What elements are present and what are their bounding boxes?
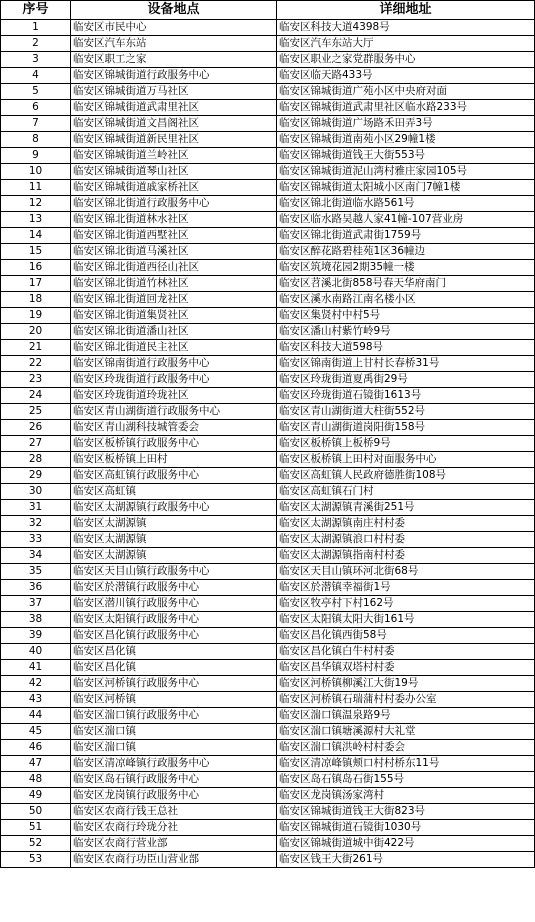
- row-device-location-cell: 临安区锦北街道潘山社区: [71, 324, 277, 340]
- row-index-cell: 35: [1, 564, 71, 580]
- row-detail-address-cell: 临安区潘山村紫竹岭9号: [277, 324, 535, 340]
- row-device-location-cell: 临安区锦城街道文昌阁社区: [71, 116, 277, 132]
- row-device-location-cell: 临安区湍口镇: [71, 724, 277, 740]
- row-detail-address-cell: 临安区锦城街道钱王大街553号: [277, 148, 535, 164]
- row-index-cell: 50: [1, 804, 71, 820]
- row-index-cell: 23: [1, 372, 71, 388]
- row-index-cell: 49: [1, 788, 71, 804]
- table-row: [1, 772, 535, 788]
- row-detail-address-cell: 临安区科技大道598号: [277, 340, 535, 356]
- row-detail-address-cell: 临安区板桥镇上田村对面服务中心: [277, 452, 535, 468]
- row-index-cell: 51: [1, 820, 71, 836]
- row-device-location-cell: 临安区农商行营业部: [71, 836, 277, 852]
- table-row: [1, 852, 535, 868]
- table-row: [1, 676, 535, 692]
- row-index-cell: 19: [1, 308, 71, 324]
- row-detail-address-cell: 临安区天目山镇环河北街68号: [277, 564, 535, 580]
- row-device-location-cell: 临安区岛石镇行政服务中心: [71, 772, 277, 788]
- row-detail-address-cell: 临安区锦城街道广苑小区中央府对面: [277, 84, 535, 100]
- row-device-location-cell: 临安区湍口镇: [71, 740, 277, 756]
- table-row: [1, 756, 535, 772]
- row-detail-address-cell: 临安区集贤村中村5号: [277, 308, 535, 324]
- row-detail-address-cell: 临安区昌华镇双塔村村委: [277, 660, 535, 676]
- row-index-cell: 15: [1, 244, 71, 260]
- row-index-cell: 48: [1, 772, 71, 788]
- row-detail-address-cell: 临安区锦城街道石镜街1030号: [277, 820, 535, 836]
- row-device-location-cell: 临安区锦北街道回龙社区: [71, 292, 277, 308]
- row-detail-address-cell: 临安区锦北街道临水路561号: [277, 196, 535, 212]
- row-detail-address-cell: 临安区筑境花园2期35幢一楼: [277, 260, 535, 276]
- row-index-cell: 30: [1, 484, 71, 500]
- row-index-cell: 21: [1, 340, 71, 356]
- row-detail-address-cell: 临安区玲珑街道石镜街1613号: [277, 388, 535, 404]
- row-index-cell: 38: [1, 612, 71, 628]
- row-device-location-cell: 临安区太湖源镇: [71, 548, 277, 564]
- table-row: [1, 356, 535, 372]
- row-detail-address-cell: 临安区汽车东站大厅: [277, 36, 535, 52]
- row-device-location-cell: 临安区锦北街道西径山社区: [71, 260, 277, 276]
- row-device-location-cell: 临安区太湖源镇: [71, 516, 277, 532]
- row-index-cell: 13: [1, 212, 71, 228]
- row-device-location-cell: 临安区太湖源镇: [71, 532, 277, 548]
- table-row: [1, 420, 535, 436]
- row-device-location-cell: 临安区潜川镇行政服务中心: [71, 596, 277, 612]
- row-index-cell: 14: [1, 228, 71, 244]
- row-detail-address-cell: 临安区临天路433号: [277, 68, 535, 84]
- table-row: [1, 452, 535, 468]
- table-row: [1, 20, 535, 36]
- row-device-location-cell: 临安区锦城街道琴山社区: [71, 164, 277, 180]
- table-row: [1, 36, 535, 52]
- table-row: [1, 532, 535, 548]
- row-index-cell: 45: [1, 724, 71, 740]
- row-index-cell: 44: [1, 708, 71, 724]
- table-row: [1, 436, 535, 452]
- row-index-cell: 32: [1, 516, 71, 532]
- row-detail-address-cell: 临安区锦南街道上甘村长春桥31号: [277, 356, 535, 372]
- table-row: [1, 596, 535, 612]
- table-row: [1, 516, 535, 532]
- table-row: [1, 196, 535, 212]
- row-detail-address-cell: 临安区湍口镇洪岭村村委会: [277, 740, 535, 756]
- row-index-cell: 12: [1, 196, 71, 212]
- row-index-cell: 29: [1, 468, 71, 484]
- row-detail-address-cell: 临安区醉花路碧桂苑1区36幢边: [277, 244, 535, 260]
- row-device-location-cell: 临安区昌化镇: [71, 644, 277, 660]
- row-index-cell: 37: [1, 596, 71, 612]
- row-detail-address-cell: 临安区太湖源镇青溪街251号: [277, 500, 535, 516]
- row-index-cell: 11: [1, 180, 71, 196]
- row-index-cell: 10: [1, 164, 71, 180]
- row-detail-address-cell: 临安区溪水南路江南名楼小区: [277, 292, 535, 308]
- row-detail-address-cell: 临安区昌化镇白牛村村委: [277, 644, 535, 660]
- row-index-cell: 25: [1, 404, 71, 420]
- row-detail-address-cell: 临安区於潜镇幸福街1号: [277, 580, 535, 596]
- row-detail-address-cell: 临安区岛石镇岛石街155号: [277, 772, 535, 788]
- row-device-location-cell: 临安区玲珑街道行政服务中心: [71, 372, 277, 388]
- table-row: [1, 132, 535, 148]
- row-detail-address-cell: 临安区锦城街道钱王大街823号: [277, 804, 535, 820]
- row-index-cell: 33: [1, 532, 71, 548]
- table-row: [1, 340, 535, 356]
- row-index-cell: 8: [1, 132, 71, 148]
- table-row: [1, 260, 535, 276]
- row-device-location-cell: 临安区昌化镇: [71, 660, 277, 676]
- row-device-location-cell: 临安区龙岗镇行政服务中心: [71, 788, 277, 804]
- table-row: [1, 500, 535, 516]
- table-row: [1, 180, 535, 196]
- row-device-location-cell: 临安区市民中心: [71, 20, 277, 36]
- table-row: [1, 644, 535, 660]
- table-row: [1, 612, 535, 628]
- table-row: [1, 628, 535, 644]
- row-index-cell: 27: [1, 436, 71, 452]
- row-index-cell: 47: [1, 756, 71, 772]
- row-detail-address-cell: 临安区昌化镇西街58号: [277, 628, 535, 644]
- row-detail-address-cell: 临安区锦城街道城中街422号: [277, 836, 535, 852]
- table-row: [1, 740, 535, 756]
- table-row: [1, 148, 535, 164]
- table-row: [1, 68, 535, 84]
- row-device-location-cell: 临安区锦城街道兰岭社区: [71, 148, 277, 164]
- table-row: [1, 164, 535, 180]
- table-row: [1, 468, 535, 484]
- row-device-location-cell: 临安区青山湖科技城管委会: [71, 420, 277, 436]
- row-device-location-cell: 临安区锦城街道新民里社区: [71, 132, 277, 148]
- row-device-location-cell: 临安区锦北街道民主社区: [71, 340, 277, 356]
- row-index-cell: 31: [1, 500, 71, 516]
- row-detail-address-cell: 临安区高虹镇石门村: [277, 484, 535, 500]
- table-header-row: [1, 1, 535, 20]
- row-index-cell: 2: [1, 36, 71, 52]
- table-row: [1, 212, 535, 228]
- row-device-location-cell: 临安区锦北街道西墅社区: [71, 228, 277, 244]
- row-detail-address-cell: 临安区湍口镇塘溪源村大礼堂: [277, 724, 535, 740]
- table-row: [1, 292, 535, 308]
- row-device-location-cell: 临安区锦北街道林水社区: [71, 212, 277, 228]
- row-detail-address-cell: 临安区清凉峰镇颊口村村桥东11号: [277, 756, 535, 772]
- table-row: [1, 804, 535, 820]
- table-row: [1, 692, 535, 708]
- row-device-location-cell: 临安区职工之家: [71, 52, 277, 68]
- row-device-location-cell: 临安区锦北街道竹林社区: [71, 276, 277, 292]
- row-index-cell: 1: [1, 20, 71, 36]
- row-device-location-cell: 临安区锦北街道马溪社区: [71, 244, 277, 260]
- row-device-location-cell: 临安区农商行钱王总社: [71, 804, 277, 820]
- table-row: [1, 404, 535, 420]
- row-device-location-cell: 临安区高虹镇行政服务中心: [71, 468, 277, 484]
- row-detail-address-cell: 临安区河桥镇柳溪江大街19号: [277, 676, 535, 692]
- table-row: [1, 820, 535, 836]
- row-device-location-cell: 临安区板桥镇行政服务中心: [71, 436, 277, 452]
- row-device-location-cell: 临安区高虹镇: [71, 484, 277, 500]
- row-index-cell: 46: [1, 740, 71, 756]
- table-row: [1, 788, 535, 804]
- header-device-location: 设备地点: [71, 1, 277, 20]
- row-detail-address-cell: 临安区锦北街道武肃街1759号: [277, 228, 535, 244]
- row-index-cell: 26: [1, 420, 71, 436]
- table-row: [1, 308, 535, 324]
- row-device-location-cell: 临安区锦城街道武肃里社区: [71, 100, 277, 116]
- row-device-location-cell: 临安区锦城街道行政服务中心: [71, 68, 277, 84]
- row-index-cell: 6: [1, 100, 71, 116]
- row-index-cell: 18: [1, 292, 71, 308]
- table-row: [1, 324, 535, 340]
- row-detail-address-cell: 临安区锦城街道武肃里社区临水路233号: [277, 100, 535, 116]
- row-index-cell: 39: [1, 628, 71, 644]
- row-detail-address-cell: 临安区青山湖街道大柱街552号: [277, 404, 535, 420]
- row-index-cell: 42: [1, 676, 71, 692]
- row-detail-address-cell: 临安区锦城街道广场路禾田弄3号: [277, 116, 535, 132]
- row-index-cell: 52: [1, 836, 71, 852]
- row-detail-address-cell: 临安区太湖源镇浪口村村委: [277, 532, 535, 548]
- header-index: 序号: [1, 1, 71, 20]
- table-row: [1, 724, 535, 740]
- row-index-cell: 17: [1, 276, 71, 292]
- table-row: [1, 484, 535, 500]
- row-detail-address-cell: 临安区临水路吴越人家41幢-107营业房: [277, 212, 535, 228]
- header-detail-address: 详细地址: [277, 1, 535, 20]
- row-detail-address-cell: 临安区锦城街道南苑小区29幢1楼: [277, 132, 535, 148]
- row-device-location-cell: 临安区锦北街道集贤社区: [71, 308, 277, 324]
- table-row: [1, 548, 535, 564]
- row-detail-address-cell: 临安区太湖源镇南庄村村委: [277, 516, 535, 532]
- row-detail-address-cell: 临安区高虹镇人民政府德胜街108号: [277, 468, 535, 484]
- table-row: [1, 84, 535, 100]
- row-device-location-cell: 临安区太湖源镇行政服务中心: [71, 500, 277, 516]
- row-device-location-cell: 临安区河桥镇行政服务中心: [71, 676, 277, 692]
- row-index-cell: 43: [1, 692, 71, 708]
- table-row: [1, 52, 535, 68]
- row-index-cell: 3: [1, 52, 71, 68]
- row-index-cell: 4: [1, 68, 71, 84]
- row-device-location-cell: 临安区太阳镇行政服务中心: [71, 612, 277, 628]
- row-detail-address-cell: 临安区青山湖街道岗阳街158号: [277, 420, 535, 436]
- row-index-cell: 36: [1, 580, 71, 596]
- row-index-cell: 53: [1, 852, 71, 868]
- row-device-location-cell: 临安区锦南街道行政服务中心: [71, 356, 277, 372]
- table-body: [1, 20, 535, 868]
- row-index-cell: 16: [1, 260, 71, 276]
- table-row: [1, 276, 535, 292]
- row-device-location-cell: 临安区青山湖街道行政服务中心: [71, 404, 277, 420]
- row-index-cell: 5: [1, 84, 71, 100]
- row-detail-address-cell: 临安区湍口镇温泉路9号: [277, 708, 535, 724]
- row-device-location-cell: 临安区昌化镇行政服务中心: [71, 628, 277, 644]
- row-device-location-cell: 临安区於潜镇行政服务中心: [71, 580, 277, 596]
- row-detail-address-cell: 临安区苕溪北街858号春天华府南门: [277, 276, 535, 292]
- table-row: [1, 388, 535, 404]
- table-row: [1, 244, 535, 260]
- row-detail-address-cell: 临安区河桥镇石瑞蒲村村委办公室: [277, 692, 535, 708]
- table-row: [1, 708, 535, 724]
- row-device-location-cell: 临安区汽车东站: [71, 36, 277, 52]
- row-index-cell: 34: [1, 548, 71, 564]
- row-index-cell: 41: [1, 660, 71, 676]
- table-row: [1, 116, 535, 132]
- table-row: [1, 372, 535, 388]
- row-device-location-cell: 临安区锦城街道戚家桥社区: [71, 180, 277, 196]
- row-device-location-cell: 临安区农商行玲珑分社: [71, 820, 277, 836]
- row-detail-address-cell: 临安区太湖源镇指南村村委: [277, 548, 535, 564]
- row-device-location-cell: 临安区锦城街道万马社区: [71, 84, 277, 100]
- table-row: [1, 228, 535, 244]
- row-device-location-cell: 临安区天目山镇行政服务中心: [71, 564, 277, 580]
- table-row: [1, 100, 535, 116]
- row-detail-address-cell: 临安区科技大道4398号: [277, 20, 535, 36]
- row-index-cell: 24: [1, 388, 71, 404]
- table-row: [1, 660, 535, 676]
- row-index-cell: 20: [1, 324, 71, 340]
- row-detail-address-cell: 临安区锦城街道泥山湾村雅庄家园105号: [277, 164, 535, 180]
- row-detail-address-cell: 临安区钱王大街261号: [277, 852, 535, 868]
- row-detail-address-cell: 临安区太阳镇太阳大街161号: [277, 612, 535, 628]
- row-detail-address-cell: 临安区职业之家党群服务中心: [277, 52, 535, 68]
- row-device-location-cell: 临安区清凉峰镇行政服务中心: [71, 756, 277, 772]
- row-index-cell: 22: [1, 356, 71, 372]
- row-index-cell: 9: [1, 148, 71, 164]
- row-device-location-cell: 临安区河桥镇: [71, 692, 277, 708]
- table-row: [1, 836, 535, 852]
- row-detail-address-cell: 临安区玲珑街道夏禹街29号: [277, 372, 535, 388]
- row-device-location-cell: 临安区湍口镇行政服务中心: [71, 708, 277, 724]
- row-detail-address-cell: 临安区锦城街道太阳城小区南门7幢1楼: [277, 180, 535, 196]
- row-detail-address-cell: 临安区龙岗镇汤家湾村: [277, 788, 535, 804]
- row-device-location-cell: 临安区板桥镇上田村: [71, 452, 277, 468]
- row-device-location-cell: 临安区锦北街道行政服务中心: [71, 196, 277, 212]
- row-device-location-cell: 临安区玲珑街道玲珑社区: [71, 388, 277, 404]
- row-detail-address-cell: 临安区板桥镇上板桥9号: [277, 436, 535, 452]
- row-index-cell: 40: [1, 644, 71, 660]
- row-index-cell: 7: [1, 116, 71, 132]
- row-index-cell: 28: [1, 452, 71, 468]
- table-row: [1, 564, 535, 580]
- table-row: [1, 580, 535, 596]
- row-detail-address-cell: 临安区牧亭村下村162号: [277, 596, 535, 612]
- row-device-location-cell: 临安区农商行功臣山营业部: [71, 852, 277, 868]
